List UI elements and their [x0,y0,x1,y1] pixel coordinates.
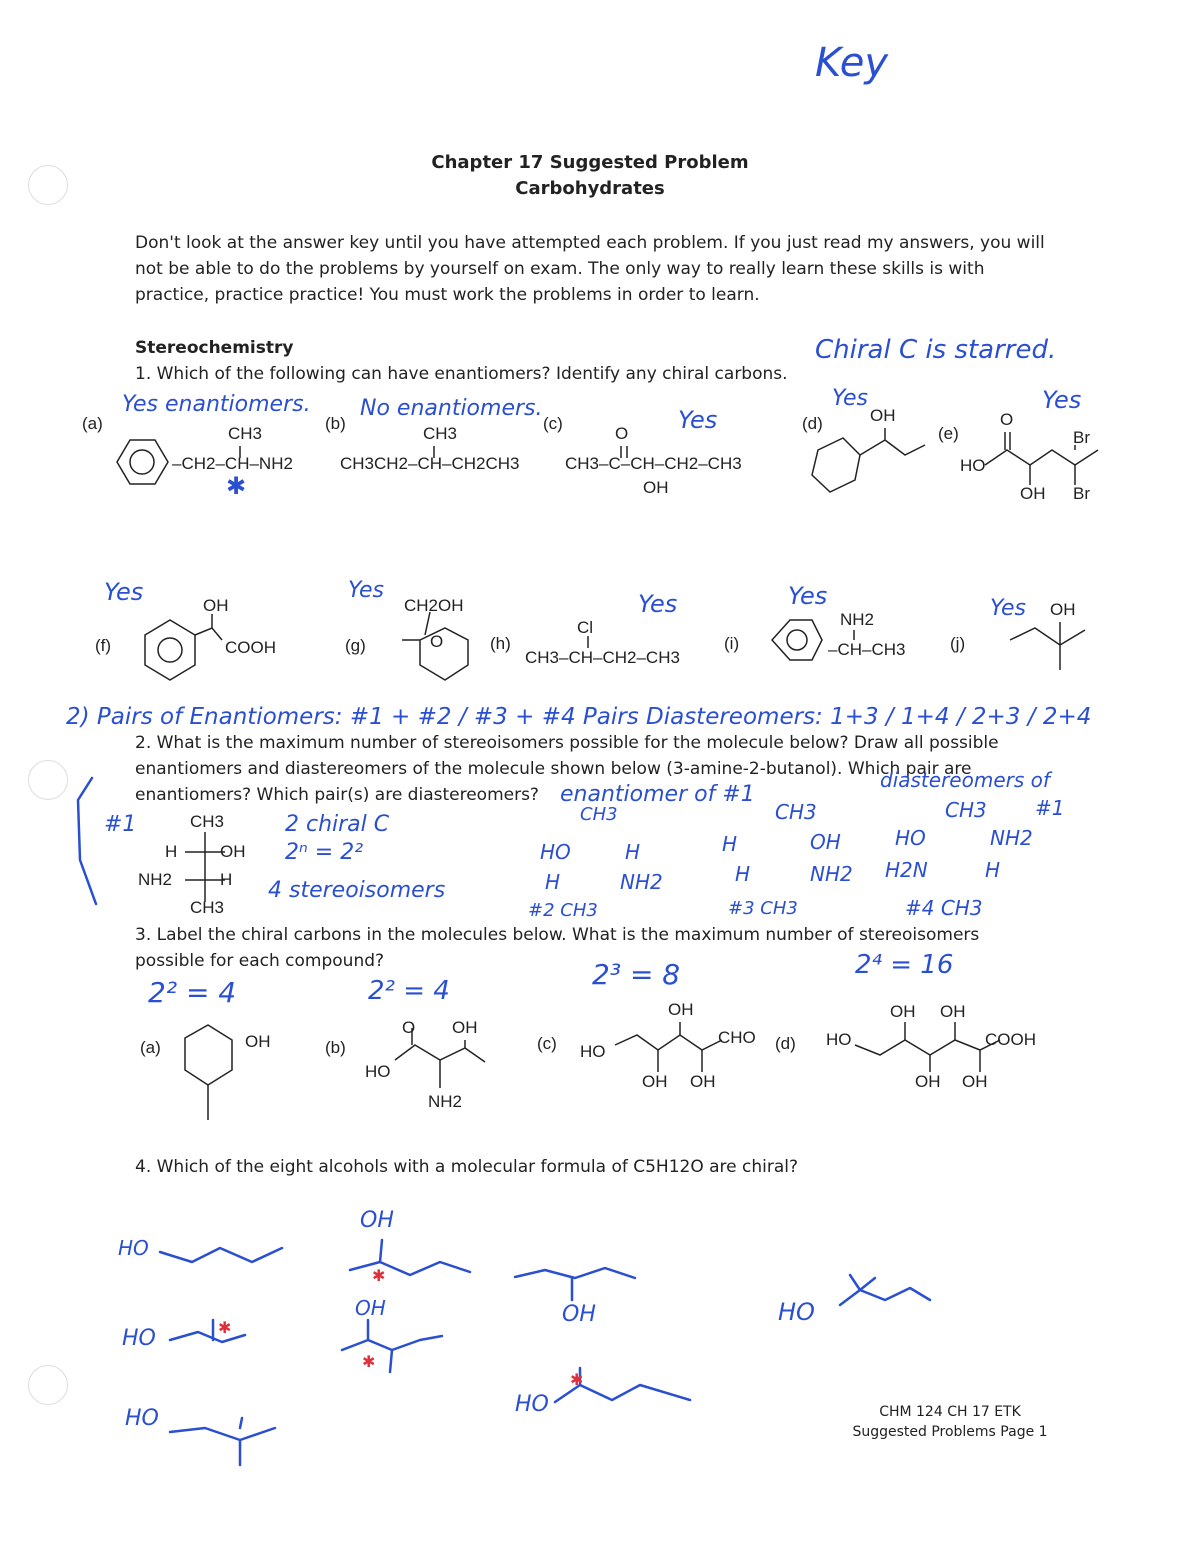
footer-line1: CHM 124 CH 17 ETK [879,1404,1021,1420]
q3-d-sub: OH [940,1002,966,1021]
key-mark: Key [815,40,889,86]
item-a-label: (a) [82,414,103,433]
fischer3-left1: H [722,832,738,856]
question-2-line1: 2. What is the maximum number of stereoisomers possible for the molecule below? Draw all possible [135,733,999,753]
item-g-answer: Yes [348,578,385,603]
q2-enantiomer-note: enantiomer of #1 [560,782,755,807]
item-c-sub2: OH [643,478,669,497]
item-a-answer: Yes enantiomers. [122,392,311,417]
item-d-label: (d) [802,414,823,433]
item-j-label: (j) [950,634,966,653]
q3-b-sub: O [402,1018,416,1037]
item-i-formula: –CH–CH3 [828,640,906,659]
item-i-label: (i) [724,634,740,653]
chiral-star-red: ✱ [362,1352,376,1371]
q3-answer-d: 2⁴ = 16 [855,950,954,980]
fischer1-bottom: CH3 [190,898,225,917]
item-c-formula: CH3–C–CH–CH2–CH3 [565,454,742,473]
item-g-sub: CH2OH [404,596,464,615]
chiral-star-red: ✱ [570,1370,584,1389]
fischer3-number: #3 CH3 [728,898,798,919]
page-subtitle: Carbohydrates [515,178,665,199]
q2-pairs-answer: 2) Pairs of Enantiomers: #1 + #2 / #3 + #4 Pairs Diastereomers: 1+3 / 1+4 / 2+3 / 2+4 [66,704,1092,730]
q3-c-sub: OH [668,1000,694,1019]
fischer1-right2: H [220,870,233,889]
q2-stereo-note: 4 stereoisomers [268,878,446,903]
item-c-label: (c) [543,414,563,433]
fischer2-left1: HO [540,840,571,864]
question-2-line2: enantiomers and diastereomers of the molecule shown below (3-amine-2-butanol). Which pair are [135,759,972,779]
q3-c-sub: OH [690,1072,716,1091]
q3-c-label: (c) [537,1034,557,1053]
item-b-formula: CH3CH2–CH–CH2CH3 [340,454,520,473]
question-3-line1: 3. Label the chiral carbons in the molecules below. What is the maximum number of stereoisomers [135,925,980,945]
footer-line2: Suggested Problems Page 1 [852,1424,1048,1440]
q4-label: HO [122,1326,156,1351]
fischer3-right1: OH [810,830,841,854]
item-e-sub: Br [1073,428,1090,447]
item-g-sub: O [430,632,444,651]
chiral-star-red: ✱ [218,1318,232,1337]
fischer2-top: CH3 [580,804,618,825]
item-e-sub: O [1000,410,1014,429]
item-d-sub: OH [870,406,896,425]
item-h-formula: CH3–CH–CH2–CH3 [525,648,680,667]
item-b-label: (b) [325,414,346,433]
item-g-label: (g) [345,636,366,655]
q4-label: OH [355,1296,386,1320]
q4-label: OH [360,1208,394,1233]
chiral-star: ✱ [226,472,247,500]
intro-paragraph: Don't look at the answer key until you have attempted each problem. If you just read my answers, you will not be able to do the problems by yourself on exam. The only way to really learn these skills is with practice, practice practice! You must work the problems in order to learn. [135,233,1045,305]
item-c-sub: O [615,424,629,443]
question-4: 4. Which of the eight alcohols with a molecular formula of C5H12O are chiral? [135,1157,799,1177]
q3-c-sub: CHO [718,1028,756,1047]
q3-d-sub: COOH [985,1030,1036,1049]
item-e-sub: OH [1020,484,1046,503]
item-i-sub: NH2 [840,610,875,629]
fischer4-left1: HO [895,826,926,850]
item-a-sub: CH3 [228,424,263,443]
q2-chiral-note: 2 chiral C [285,812,390,837]
fischer4-right1: NH2 [990,826,1033,850]
item-c-answer: Yes [678,406,718,434]
item-e-answer: Yes [1042,386,1082,414]
q3-a-label: (a) [140,1038,161,1057]
item-b-answer: No enantiomers. [360,396,543,421]
q3-answer-b: 2² = 4 [368,976,450,1006]
q4-label: OH [562,1302,596,1327]
item-e-sub: Br [1073,484,1090,503]
q3-d-sub: OH [915,1072,941,1091]
chiral-note: Chiral C is starred. [815,335,1057,365]
page-title: Chapter 17 Suggested Problem [431,152,749,173]
question-2-line3: enantiomers? Which pair(s) are diastereomers? [135,785,539,805]
q3-b-label: (b) [325,1038,346,1057]
q3-b-sub: OH [452,1018,478,1037]
item-e-sub: HO [960,456,986,475]
q3-d-sub: OH [890,1002,916,1021]
fischer4-number: #4 CH3 [905,896,983,920]
q3-d-label: (d) [775,1034,796,1053]
item-e-label: (e) [938,424,959,443]
q4-label: HO [118,1236,149,1260]
q3-c-sub: OH [642,1072,668,1091]
fischer4-top: CH3 [945,798,987,822]
fischer2-right1: H [625,840,641,864]
q2-formula-note: 2ⁿ = 2² [285,840,364,865]
q3-b-sub: NH2 [428,1092,463,1111]
fischer1-right1: OH [220,842,246,861]
fischer4-right2: H [985,858,1001,882]
item-j-sub: OH [1050,600,1076,619]
item-i-answer: Yes [788,582,828,610]
q4-label: HO [125,1406,159,1431]
question-3-line2: possible for each compound? [135,951,385,971]
fischer1-left2: NH2 [138,870,173,889]
item-j-answer: Yes [990,596,1027,621]
q3-a-sub: OH [245,1032,271,1051]
item-h-sub: Cl [577,618,594,637]
q3-c-sub: HO [580,1042,606,1061]
fischer4-mark: #1 [1035,796,1065,820]
q2-diast-note: diastereomers of [880,768,1050,792]
q3-d-sub: HO [826,1030,852,1049]
q3-answer-a: 2² = 4 [148,976,237,1009]
fischer1-number: #1 [104,812,137,837]
item-a-formula: –CH2–CH–NH2 [172,454,293,473]
q3-d-sub: OH [962,1072,988,1091]
item-f-sub: COOH [225,638,276,657]
item-f-answer: Yes [104,578,144,606]
fischer1-left1: H [165,842,178,861]
fischer2-right2: NH2 [620,870,663,894]
q4-label: HO [515,1392,549,1417]
fischer3-top: CH3 [775,800,817,824]
q3-answer-c: 2³ = 8 [592,958,681,991]
fischer2-number: #2 CH3 [528,900,598,921]
section-heading: Stereochemistry [135,338,294,358]
fischer4-left2: H2N [885,858,928,882]
question-1: 1. Which of the following can have enantiomers? Identify any chiral carbons. [135,364,788,384]
item-h-answer: Yes [638,590,678,618]
item-b-sub: CH3 [423,424,458,443]
chiral-star-red: ✱ [372,1266,386,1285]
item-f-label: (f) [95,636,112,655]
item-d-answer: Yes [832,386,869,411]
item-f-sub: OH [203,596,229,615]
q4-label: HO [778,1298,815,1326]
fischer3-right2: NH2 [810,862,853,886]
item-h-label: (h) [490,634,511,653]
fischer2-left2: H [545,870,561,894]
q3-b-sub: HO [365,1062,391,1081]
fischer1-top: CH3 [190,812,225,831]
fischer3-left2: H [735,862,751,886]
